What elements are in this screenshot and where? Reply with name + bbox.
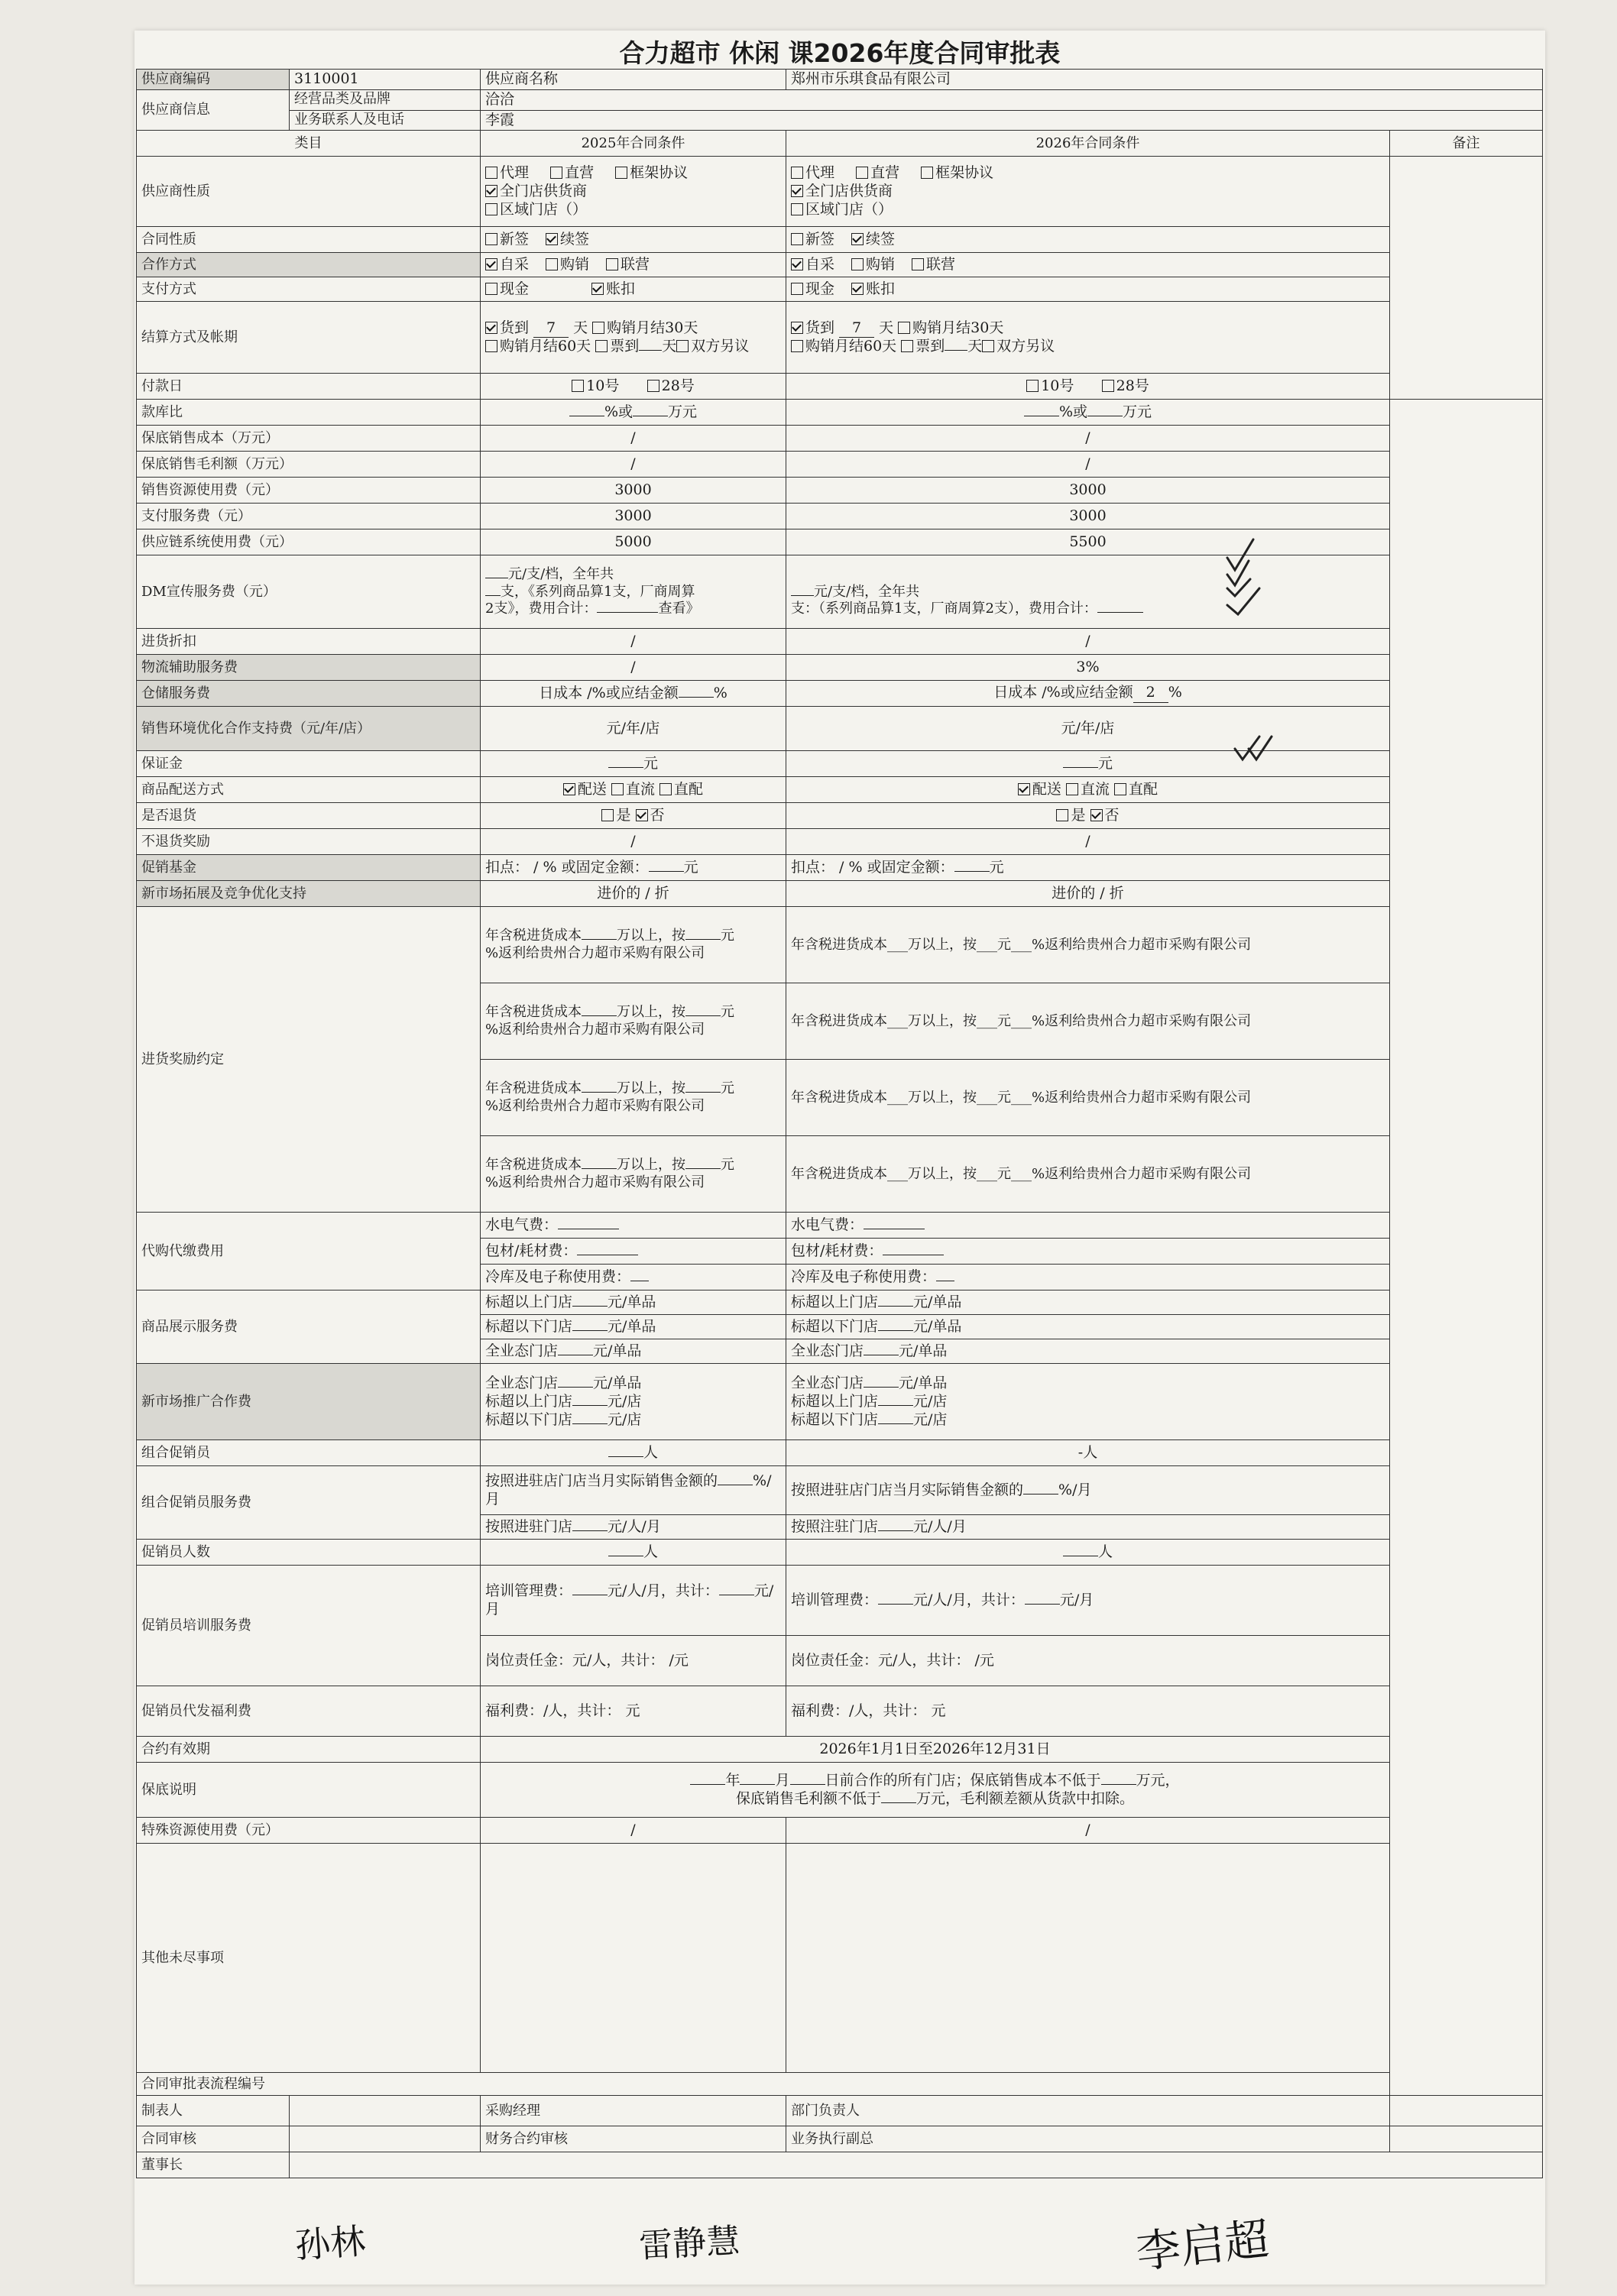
remark-column — [1390, 157, 1543, 400]
contact-label: 业务联系人及电话 — [290, 110, 481, 131]
stock-ratio-label: 款库比 — [137, 400, 481, 426]
approval-table: 供应商编码 3110001 供应商名称 郑州市乐琪食品有限公司 供应商信息 经营品类及品牌 洽洽 业务联系人及电话 李霞 类目 2025年合同条件 2026年合同条件 备注 供应商性质 代理 直营 框架协议 全门店供货商 区域门店（） 代理 直营 框架协议 全门店供货商 区域门店（） 合同性质 新签 续签 新签 续签 合作方式 自采 购销 联营 自采 购销 联营 支付方式 现金 账扣 现金 账扣 结算方式及帐期 货到 7 天 购销月结30天 购销月结60天 票到 天 双方另议 货到 7 天 购销月结30天 购销月结60天 票到 天 双方另议 付款日 10号 28号 10号 28号 款库比 %或 万元 %或 万元 保底销售成本（万元） / / 保底销售毛利额（万元） / / 销售资源使用费（元） 3000 3000 支付服务费（元） 3000 3000 供应链系统使用费（元） 5000 5500 DM宣传服务费（元） 元/支/档，全年共 支，《系列商品算1支，厂商周算 2支》，费用合计： 查看》 元/支/档，全年共 支：（系列商品算1支，厂商周算2支），费用合计： 进货折扣 / / 物流辅助服务费 / 3% 仓储服务费 日成本 /%或应结金额 % 日成本 /%或应结金额 2 % 销售环境优化合作支持费（元/年/店） 元/年/店 元/年/店 保证金 元 元 商品配送方式 配送 直流 直配 配送 直流 直配 是否退货 是 否 是 否 不退货奖励 / / 促销基金 扣点： / % 或固定金额： 元 扣点： / % 或固定金额： 元 新市场拓展及竞争优化支持 进价的 / 折 进价的 / 折 进货奖励约定 年含税进货成本 万以上，按 元 %返利给贵州合力超市采购有限公司 年含税进货成本___万以上，按___元___%返利给贵州合力超市采购有限公司 年含税进货成本 万以上，按 元 %返利给贵州合力超市采购有限公司 年含税进货成本___万以上，按___元___%返利给贵州合力超市采购有限公司 年含税进货成本 万以上，按 元 %返利给贵州合力超市采购有限公司 年含税进货成本___万以上，按___元___%返利给贵州合力超市采购有限公司 年含税进货成本 万以上，按 元 %返利给贵州合力超市采购有限公司 年含税进货成本___万以上，按___元___%返利给贵州合力超市采购有限公司 代购代缴费用 水电气费： 水电气费： 包材/耗材费： 包材/耗材费： 冷库及电子称使用费： 冷库及电子称使用费： 商品展示服务费 标超以上门店 元/单品 标超以上门店 元/单品 标超以下门店 元/单品 标超以下门店 元/单品 全业态门店 元/单品 全业态门店 元/单品 新市场推广合作费 全业态门店 元/单品 标超以上门店 元/店 标超以下门店 元/店 全业态门店 元/单品 标超以上门店 元/店 标超以下门店 元/店 组合促销员 人 -人 组合促销员服务费 按照进驻店门店当月实际销售金额的 %/月 按照进驻店门店当月实际销售金额的 %/月 按照进驻门店 元/人/月 按照注驻门店 元/人/月 促销员人数 人 人 促销员培训服务费 培训管理费： 元/人/月，共计： 元/月 培训管理费： 元/人/月，共计： 元/月 岗位责任金：元/人，共计： /元 岗位责任金：元/人，共计： /元 促销员代发福利费 福利费：/人，共计： 元 福利费：/人，共计： 元 合约有效期 2026年1月1日至2026年12月31日 保底说明 年 月 日前合作的所有门店；保底销售成本不低于 万元， 保底销售毛利额不低于 万元，毛利额差额从货款中扣除。 特殊资源使用费（元） / / 其他未尽事项 合同审批表流程编号 制表人 采购经理 部门负责人 合同审核 财务合约审核 业务执行副总 董事长 — [136, 69, 1543, 2178]
supplier-nature-2026: 代理 直营 框架协议 全门店供货商 区域门店（） — [786, 157, 1390, 227]
contact-value: 李霞 — [481, 110, 1543, 131]
supplier-nature-label: 供应商性质 — [137, 157, 481, 227]
dm-fee-2025: 元/支/档，全年共 支，《系列商品算1支，厂商周算 2支》，费用合计： 查看》 — [481, 555, 786, 629]
form-title: 合力超市 休闲 课2026年度合同审批表 — [619, 38, 1061, 68]
dept-head-signature: 李启超 — [1133, 2213, 1272, 2278]
handwritten-check-marks — [1074, 474, 1273, 963]
payment-label: 支付方式 — [137, 277, 481, 302]
category-brand-label: 经营品类及品牌 — [290, 89, 481, 110]
maker-signature: 孙林 — [293, 2220, 367, 2267]
header-2025: 2025年合同条件 — [481, 131, 786, 157]
settlement-label: 结算方式及帐期 — [137, 302, 481, 374]
frame-checkbox — [615, 167, 627, 179]
header-remark: 备注 — [1390, 131, 1543, 157]
region-checkbox — [485, 203, 497, 215]
brand-value: 洽洽 — [481, 89, 1543, 110]
supplier-nature-2025: 代理 直营 框架协议 全门店供货商 区域门店（） — [481, 157, 786, 227]
supplier-name-label: 供应商名称 — [481, 70, 786, 90]
supplier-info-label: 供应商信息 — [137, 89, 290, 131]
agent-checkbox — [485, 167, 497, 179]
supplier-code: 3110001 — [290, 70, 481, 90]
pay-day-label: 付款日 — [137, 374, 481, 400]
resource-fee-2026: 3000 — [786, 478, 1390, 504]
supplier-code-label: 供应商编码 — [137, 70, 290, 90]
rebate-label: 进货奖励约定 — [137, 907, 481, 1213]
direct-checkbox — [550, 167, 562, 179]
all-store-checkbox — [485, 185, 497, 197]
coop-mode-label: 合作方式 — [137, 253, 481, 277]
header-item: 类目 — [137, 131, 481, 157]
settlement-2025: 货到 7 天 购销月结30天 购销月结60天 票到 天 双方另议 — [481, 302, 786, 374]
purchasing-signature: 雷静慧 — [637, 2221, 741, 2266]
dm-fee-2026: 元/支/档，全年共 支：（系列商品算1支，厂商周算2支），费用合计： — [786, 555, 1390, 629]
supplier-name: 郑州市乐琪食品有限公司 — [786, 70, 1543, 90]
header-2026: 2026年合同条件 — [786, 131, 1390, 157]
settlement-2026: 货到 7 天 购销月结30天 购销月结60天 票到 天 双方另议 — [786, 302, 1390, 374]
contract-nature-label: 合同性质 — [137, 227, 481, 253]
approval-form-sheet — [134, 31, 1545, 2285]
